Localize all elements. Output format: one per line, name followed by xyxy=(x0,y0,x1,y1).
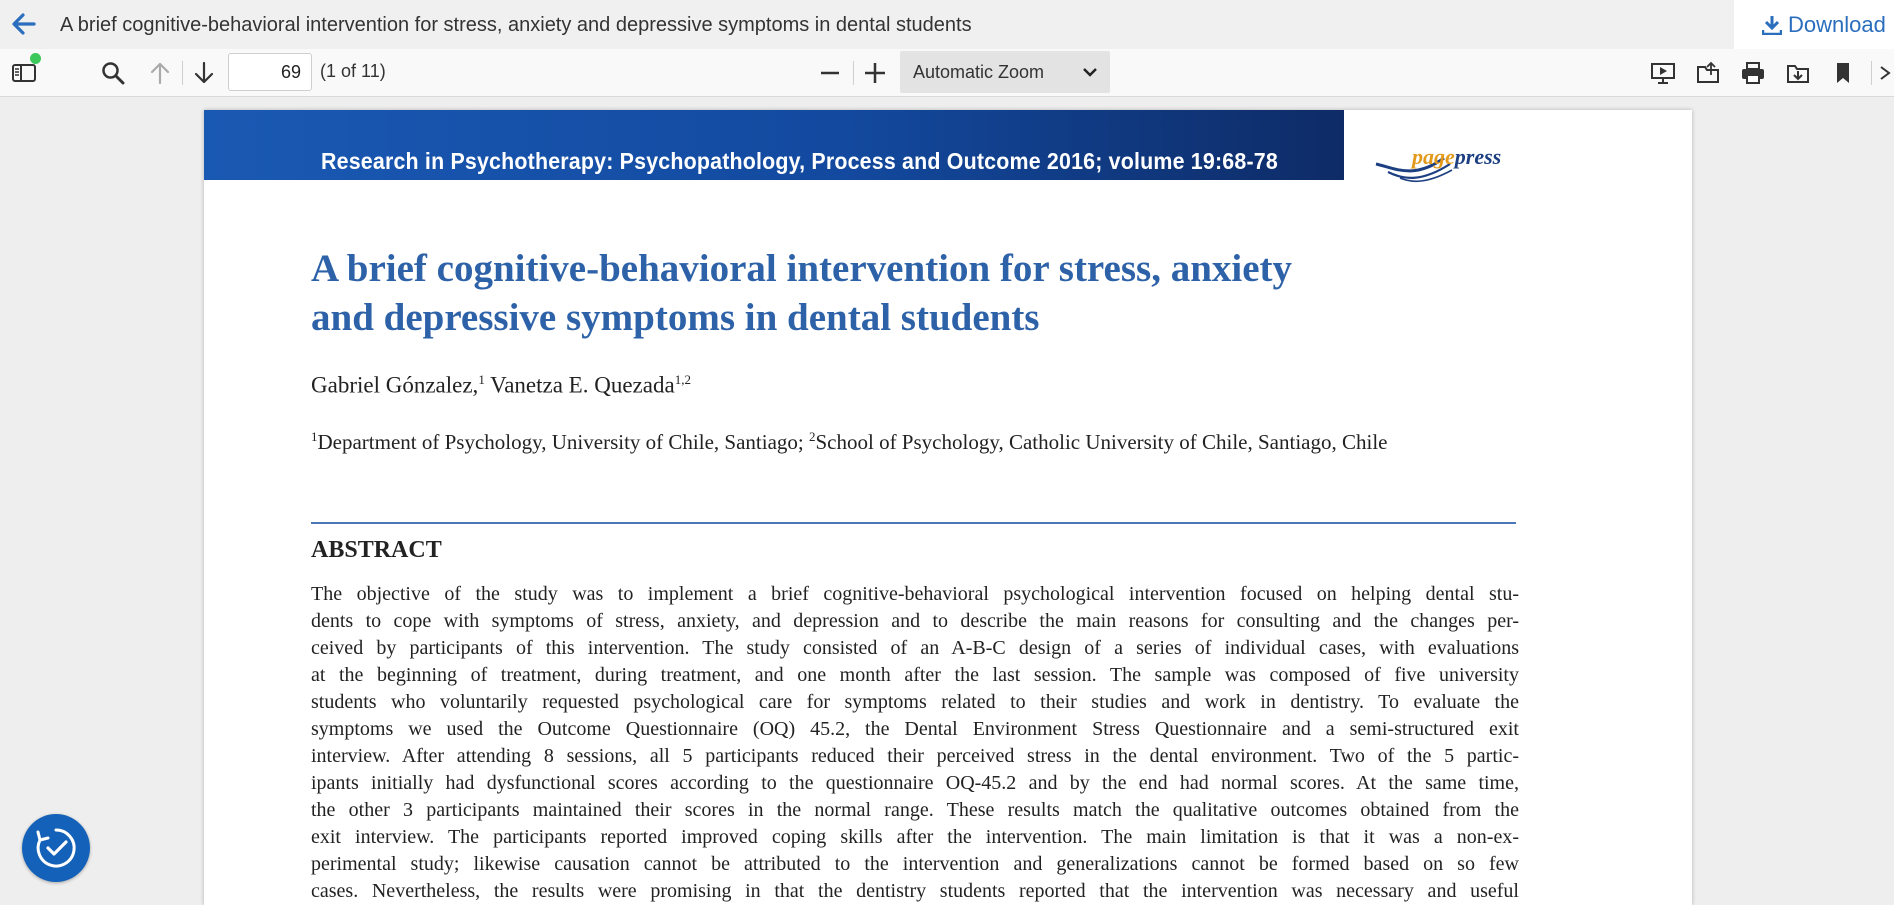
zoom-select[interactable] xyxy=(900,51,1110,93)
publisher-logo-text xyxy=(1412,144,1501,170)
save-icon xyxy=(1785,61,1811,85)
toolbar-separator xyxy=(1871,61,1872,85)
abstract-line: interview. After attending 8 sessions, all 5 participants reduced their perceived stress in the dental environment. Two of the 5 partic- xyxy=(311,745,1519,767)
abstract-line: the other 3 participants maintained their scores in the normal range. These results match the qualitative outcomes obtained from the xyxy=(311,799,1519,821)
article-title-line1: A brief cognitive-behavioral intervention for stress, anxiety xyxy=(311,247,1293,290)
publisher-logo xyxy=(1374,144,1524,188)
abstract-line: exit interview. The participants reported improved coping skills after the intervention. The main limitation is that it was a non-ex- xyxy=(311,826,1519,848)
sidebar-toggle-icon xyxy=(11,62,37,84)
document-title: A brief cognitive-behavioral intervention for stress, anxiety and depressive symptoms in dental students xyxy=(60,14,972,36)
toolbar-separator xyxy=(853,61,854,85)
author-affiliation-sup: 1 xyxy=(478,372,485,387)
page-number-input[interactable] xyxy=(228,53,312,91)
back-button[interactable] xyxy=(10,10,38,38)
author-affiliation-sup: 1,2 xyxy=(674,372,691,387)
find-button[interactable] xyxy=(97,57,129,89)
affiliation-text: Department of Psychology, University of Chile, Santiago; xyxy=(317,430,809,454)
publisher-logo-part1: page xyxy=(1412,144,1455,169)
abstract-line: perimental study; likewise causation cannot be attributed to the intervention and generalizations cannot be formed based on so few xyxy=(311,853,1519,875)
zoom-select-value: Automatic Zoom xyxy=(913,61,1045,82)
presentation-mode-button[interactable] xyxy=(1647,57,1679,89)
open-file-icon xyxy=(1695,61,1721,85)
authors xyxy=(311,372,691,399)
affiliation-sup: 2 xyxy=(808,429,816,444)
toolbar-separator xyxy=(182,61,183,85)
more-tools-button[interactable] xyxy=(1876,57,1894,89)
print-icon xyxy=(1740,61,1766,85)
zoom-in-icon xyxy=(863,61,887,85)
zoom-in-button[interactable] xyxy=(859,57,891,89)
back-arrow-icon xyxy=(12,13,36,35)
section-divider xyxy=(311,522,1516,524)
affiliation-sup: 1 xyxy=(311,429,318,444)
abstract-line: symptoms we used the Outcome Questionnaire (OQ) 45.2, the Dental Environment Stress Questionnaire and a semi-structured exit xyxy=(311,718,1519,740)
previous-page-button[interactable] xyxy=(144,57,176,89)
bookmark-button[interactable] xyxy=(1827,57,1859,89)
zoom-out-icon xyxy=(819,62,841,84)
zoom-out-button[interactable] xyxy=(814,57,846,89)
download-label: Download xyxy=(1788,11,1886,37)
open-file-button[interactable] xyxy=(1692,57,1724,89)
author-name: Vanetza E. Quezada xyxy=(484,372,675,398)
accessibility-button[interactable] xyxy=(22,814,90,882)
chevron-down-icon xyxy=(1082,63,1098,81)
affiliations xyxy=(311,429,1388,455)
bookmark-icon xyxy=(1833,61,1853,85)
abstract-line: ipants initially had dysfunctional scores according to the questionnaire OQ-45.2 and by the end had normal scores. At the same time, xyxy=(311,772,1519,794)
abstract-line: students who voluntarily requested psychological care for symptoms related to their studies and work in dentistry. To evaluate the xyxy=(311,691,1519,713)
pdf-page xyxy=(204,110,1692,905)
article-title-line2: and depressive symptoms in dental students xyxy=(311,296,1040,339)
accessibility-icon xyxy=(34,826,78,870)
abstract-heading: ABSTRACT xyxy=(311,537,442,563)
author-name: Gabriel Gónzalez, xyxy=(311,372,479,398)
abstract-line: at the beginning of treatment, during treatment, and one month after the last session. The sample was composed of five university xyxy=(311,664,1519,686)
download-icon xyxy=(1762,15,1782,35)
presentation-icon xyxy=(1650,61,1676,85)
publisher-logo-part2: press xyxy=(1454,144,1502,169)
arrow-up-icon xyxy=(149,61,171,85)
abstract-line: ceived by participants of this intervention. The study consisted of an A-B-C design of a series of individual cases, with evaluations xyxy=(311,637,1519,659)
abstract-line: The objective of the study was to implement a brief cognitive-behavioral psychological intervention focused on helping dental stu- xyxy=(311,583,1519,605)
more-tools-icon xyxy=(1877,62,1893,84)
abstract-body xyxy=(311,581,1519,905)
next-page-button[interactable] xyxy=(188,57,220,89)
status-indicator-dot xyxy=(30,53,41,64)
article-title xyxy=(311,244,1411,342)
title-bar xyxy=(0,0,1894,49)
search-icon xyxy=(101,61,125,85)
abstract-line: cases. Nevertheless, the results were promising in that the dentistry students reported that the intervention was necessary and useful xyxy=(311,880,1519,902)
arrow-down-icon xyxy=(193,61,215,85)
affiliation-text: School of Psychology, Catholic University of Chile, Santiago, Chile xyxy=(815,430,1388,454)
download-button[interactable] xyxy=(1734,0,1894,49)
journal-header: Research in Psychotherapy: Psychopathology, Process and Outcome 2016; volume 19:68-78 xyxy=(321,148,1278,174)
save-button[interactable] xyxy=(1782,57,1814,89)
print-button[interactable] xyxy=(1737,57,1769,89)
abstract-line: dents to cope with symptoms of stress, anxiety, and depression and to describe the main reasons for consulting and the changes per- xyxy=(311,610,1519,632)
page-count: (1 of 11) xyxy=(320,61,386,81)
